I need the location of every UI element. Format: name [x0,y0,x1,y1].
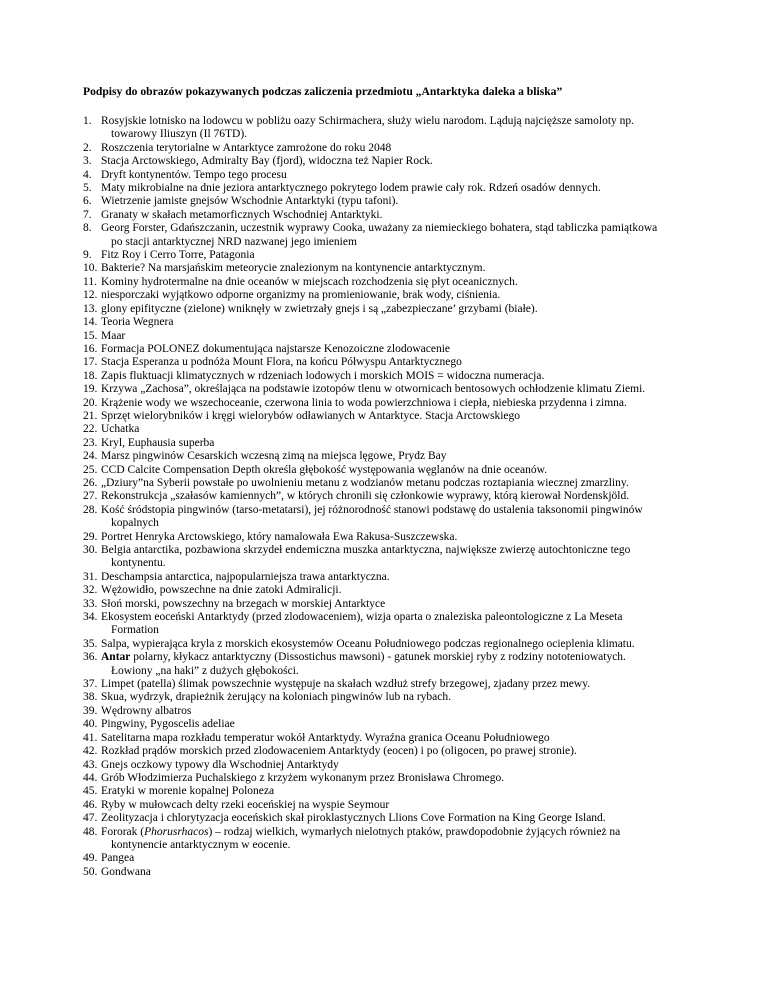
caption-item [83,356,743,369]
caption-number: 31. [83,570,98,583]
caption-text: Gondwana [101,865,151,878]
caption-text: Fitz Roy i Cerro Torre, Patagonia [101,249,255,262]
caption-text: po stacji antarktycznej NRD nazwanej jego imieniem [111,235,357,248]
caption-text: Belgia antarctika, pozbawiona skrzydeł endemiczna muszka antarktyczna, największe zwierzę autochtoniczne tego [101,544,631,556]
caption-item [83,316,743,329]
caption-number: 40. [83,718,98,731]
caption-number: 49. [83,852,98,865]
caption-number: 23. [83,436,98,449]
caption-number: 21. [83,409,98,422]
caption-item [83,423,743,436]
caption-number: 37. [83,678,98,691]
caption-line [101,584,743,597]
caption-item [83,383,743,396]
caption-item [83,584,743,597]
caption-line [101,557,743,570]
caption-number: 6. [83,195,92,208]
caption-item [83,450,743,463]
caption-text: Ryby w mułowcach delty rzeki eoceńskiej na wyspie Seymour [101,798,390,811]
caption-line [101,598,743,611]
caption-line [101,691,743,704]
caption-text: Krzywa „Zachosa”, określająca na podstawie izotopów tlenu w otwornicach bentosowych ochłodzenie klimatu Ziemi. [101,383,646,396]
caption-bold-term: Antar [101,651,131,664]
caption-line [101,356,743,369]
caption-line [101,464,743,477]
caption-number: 48. [83,825,98,838]
caption-italic-term: Phorusrhacos [144,825,209,838]
caption-text: Formation [111,624,159,637]
caption-text: Deschampsia antarctica, najpopularniejsza trawa antarktyczna. [101,570,390,583]
caption-item [83,490,743,503]
caption-line [101,142,743,155]
caption-number: 10. [83,262,98,275]
caption-line [101,209,743,222]
caption-line [101,490,743,503]
caption-item [83,397,743,410]
caption-line [101,718,743,731]
caption-text: Rekonstrukcja „szałasów kamiennych”, w których chronili się członkowie wyprawy, którą kierował Nordenskjöld. [101,490,630,503]
caption-number: 27. [83,490,98,503]
caption-item [83,289,743,302]
caption-line [101,303,743,316]
caption-text: Rozkład prądów morskich przed zlodowaceniem Antarktydy (eocen) i po (oligocen, po prawej stronie). [101,745,577,758]
caption-text: Uchatka [101,423,140,436]
caption-text: Krążenie wody we wszechoceanie, czerwona linia to woda powierzchniowa i ciepła, niebieska przydenna i zimna. [101,396,627,409]
caption-number: 11. [83,275,97,288]
caption-number: 24. [83,450,98,463]
caption-number: 36. [83,651,98,664]
caption-number: 35. [83,637,98,650]
caption-text: Maar [101,329,126,342]
caption-prefix: Fororak ( [101,825,145,838]
caption-line [101,785,743,798]
caption-text: Portret Henryka Arctowskiego, który namalowała Ewa Rakusa-Suszczewska. [101,530,458,543]
caption-text: Eratyki w morenie kopalnej Poloneza [101,785,275,798]
caption-line [101,531,743,544]
caption-number: 15. [83,329,98,342]
caption-item [83,799,743,812]
caption-number: 45. [83,785,98,798]
caption-number: 20. [83,396,98,409]
caption-line [101,343,743,356]
caption-item [83,611,743,638]
caption-text: Granaty w skałach metamorficznych Wschodniej Antarktyki. [101,208,383,221]
caption-line [101,370,743,383]
caption-number: 28. [83,503,98,516]
caption-item [83,182,743,195]
caption-item [83,437,743,450]
caption-text: Maty mikrobialne na dnie jeziora antarktycznego pokrytego lodem prawie cały rok. Rdzeń osadów dennych. [101,182,601,195]
caption-item [83,222,743,249]
caption-line [101,155,743,168]
caption-item [83,262,743,275]
caption-number: 41. [83,731,98,744]
caption-item [83,544,743,571]
caption-line [101,651,743,664]
caption-text: Grób Włodzimierza Puchalskiego z krzyżem wykonanym przez Bronisława Chromego. [101,771,505,784]
caption-line [101,705,743,718]
caption-text: Kość śródstopia pingwinów (tarso-metatarsi), jej różnorodność stanowi podstawę do ustalenia taksonomii pingwinów [101,503,643,516]
caption-line [101,812,743,825]
caption-number: 42. [83,745,98,758]
caption-number: 8. [83,222,92,235]
caption-text: polarny, kłykacz antarktyczny (Dissostichus mawsoni) - gatunek morskiej ryby z rodziny nototeniowatych. [130,651,626,664]
caption-number: 17. [83,356,98,369]
caption-line [101,397,743,410]
caption-text: Wędrowny albatros [101,704,192,717]
caption-text: Limpet (patella) ślimak powszechnie występuje na skałach wzdłuż strefy brzegowej, zjadany przez mewy. [101,678,591,691]
caption-text: Gnejs oczkowy typowy dla Wschodniej Antarktydy [101,758,339,771]
caption-line [101,316,743,329]
caption-number: 50. [83,865,98,878]
caption-text: Stacja Esperanza u podnóża Mount Flora, na końcu Półwyspu Antarktycznego [101,356,462,369]
caption-number: 29. [83,530,98,543]
caption-text: Satelitarna mapa rozkładu temperatur wokół Antarktydy. Wyraźna granica Oceanu Południowego [101,731,550,744]
caption-line [101,799,743,812]
caption-number: 1. [83,115,92,127]
caption-item [83,772,743,785]
caption-line [101,262,743,275]
caption-item [83,785,743,798]
caption-text: Dryft kontynentów. Tempo tego procesu [101,168,287,181]
caption-item [83,370,743,383]
caption-number: 34. [83,611,98,624]
caption-line [101,195,743,208]
caption-item [83,718,743,731]
caption-item [83,638,743,651]
caption-item [83,852,743,865]
caption-number: 7. [83,208,92,221]
caption-text: Zapis fluktuacji klimatycznych w rdzeniach lodowych i morskich MOIS = widoczna numeracja. [101,369,545,382]
caption-text: Pingwiny, Pygoscelis adeliae [101,718,235,731]
caption-number: 25. [83,463,98,476]
caption-number: 32. [83,584,98,597]
caption-item [83,691,743,704]
caption-item [83,477,743,490]
caption-line [101,611,743,624]
caption-text: Zeolityzacja i chlorytyzacja eoceńskich skał piroklastycznych Llions Cove Formation na King George Island. [101,812,606,825]
caption-item [83,812,743,825]
caption-line [101,678,743,691]
caption-text: kopalnych [111,517,159,530]
caption-number: 43. [83,758,98,771]
caption-line [101,410,743,423]
caption-text: kontynencie antarktycznym w eocenie. [111,838,291,851]
caption-number: 3. [83,155,92,168]
caption-item [83,651,743,678]
caption-text: Łowiony „na haki” z dużych głębokości. [111,664,299,677]
caption-number: 33. [83,597,98,610]
caption-text: Georg Forster, Gdańszczanin, uczestnik wyprawy Cooka, uważany za niemieckiego bohatera, stąd tabliczka pamiątkowa [101,222,658,235]
caption-item [83,678,743,691]
caption-item [83,343,743,356]
caption-text: CCD Calcite Compensation Depth określa głębokość występowania węglanów na dnie oceanów. [101,463,548,476]
caption-line [101,772,743,785]
caption-text: kontynentu. [111,557,166,570]
caption-text: Bakterie? Na marsjańskim meteorycie znalezionym na kontynencie antarktycznym. [101,262,486,275]
caption-number: 19. [83,383,98,396]
caption-number: 44. [83,771,98,784]
caption-text: Roszczenia terytorialne w Antarktyce zamrożone do roku 2048 [101,141,392,154]
caption-line [101,450,743,463]
caption-number: 14. [83,316,98,329]
caption-text: towarowy Iliuszyn (Il 76TD). [111,128,248,141]
caption-item [83,209,743,222]
caption-item [83,745,743,758]
caption-text: Wietrzenie jamiste gnejsów Wschodnie Antarktyki (typu tafoni). [101,195,399,208]
caption-number: 13. [83,302,98,315]
caption-item [83,759,743,772]
caption-item [83,330,743,343]
caption-line [101,638,743,651]
caption-text: Ekosystem eoceński Antarktydy (przed zlodowaceniem), wizja oparta o znaleziska paleontologiczne z La Meseta [101,611,623,624]
caption-line [101,477,743,490]
caption-number: 2. [83,141,92,154]
caption-item [83,410,743,423]
caption-line [101,289,743,302]
caption-text: Słoń morski, powszechny na brzegach w morskiej Antarktyce [101,597,386,610]
caption-text: Teoria Wegnera [101,316,174,329]
caption-line [101,517,743,530]
caption-line [101,852,743,865]
caption-number: 38. [83,691,98,704]
caption-number: 9. [83,249,92,262]
caption-text: Salpa, wypierająca kryla z morskich ekosystemów Oceanu Południowego podczas regionalnego ocieplenia klimatu. [101,637,635,650]
caption-text: glony epifityczne (zielone) wniknęły w zwietrzały gnejs i są „zabezpieczane’ grzybami (białe). [101,302,538,315]
caption-line [101,826,743,839]
caption-line [101,115,743,128]
caption-text: Rosyjskie lotnisko na lodowcu w pobliżu oazy Schirmachera, służy wielu narodom. Lądują najcięższe samoloty np. [101,115,635,127]
caption-item [83,826,743,853]
caption-text: Skua, wydrzyk, drapieżnik żerujący na koloniach pingwinów lub na rybach. [101,691,452,704]
caption-item [83,571,743,584]
caption-line [101,665,743,678]
caption-item [83,276,743,289]
caption-line [101,839,743,852]
caption-line [101,222,743,235]
caption-text: Wężowidło, powszechne na dnie zatoki Admiralicji. [101,584,342,597]
caption-number: 4. [83,168,92,181]
caption-line [101,383,743,396]
caption-text: Stacja Arctowskiego, Admiralty Bay (fjord), widoczna też Napier Rock. [101,155,433,168]
caption-text: ) – rodzaj wielkich, wymarłych nielotnych ptaków, prawdopodobnie żyjących również na [208,825,621,838]
caption-list [83,115,743,879]
caption-text: Formacja POLONEZ dokumentująca najstarsze Kenozoiczne zlodowacenie [101,342,451,355]
caption-line [101,169,743,182]
caption-item [83,249,743,262]
caption-line [101,276,743,289]
caption-text: Kryl, Euphausia superba [101,436,215,449]
caption-item [83,866,743,879]
caption-item [83,598,743,611]
caption-item [83,169,743,182]
document-title: Podpisy do obrazów pokazywanych podczas zaliczenia przedmiotu „Antarktyka daleka a bliska” [83,85,563,98]
caption-line [101,249,743,262]
caption-number: 22. [83,423,98,436]
caption-item [83,115,743,142]
caption-number: 47. [83,812,98,825]
caption-line [101,544,743,557]
caption-text: Sprzęt wielorybników i kręgi wielorybów odławianych w Antarktyce. Stacja Arctowskiego [101,409,521,422]
caption-item [83,705,743,718]
caption-item [83,155,743,168]
caption-item [83,464,743,477]
caption-line [101,236,743,249]
caption-number: 16. [83,342,98,355]
caption-line [101,866,743,879]
caption-item [83,732,743,745]
caption-line [101,732,743,745]
caption-number: 26. [83,476,98,489]
caption-number: 12. [83,289,98,302]
caption-line [101,128,743,141]
caption-line [101,571,743,584]
caption-line [101,437,743,450]
caption-line [101,504,743,517]
caption-number: 18. [83,369,98,382]
caption-item [83,142,743,155]
caption-text: „Dziury”na Syberii powstałe po uwolnieniu metanu z wodzianów metanu podczas roztapiania wiecznej zmarzliny. [101,476,629,489]
caption-line [101,759,743,772]
caption-number: 5. [83,182,92,195]
caption-text: Kominy hydrotermalne na dnie oceanów w miejscach rozchodzenia się płyt oceanicznych. [101,275,518,288]
caption-line [101,423,743,436]
caption-item [83,504,743,531]
caption-number: 46. [83,798,98,811]
caption-item [83,303,743,316]
caption-text: Pangea [101,852,135,865]
caption-item [83,531,743,544]
caption-line [101,182,743,195]
caption-text: Marsz pingwinów Cesarskich wczesną zimą na miejsca lęgowe, Prydz Bay [101,450,447,463]
caption-line [101,745,743,758]
caption-text: niesporczaki wyjątkowo odporne organizmy na promieniowanie, brak wody, ciśnienia. [101,289,501,302]
caption-line [101,330,743,343]
caption-number: 30. [83,544,98,556]
caption-item [83,195,743,208]
caption-line [101,624,743,637]
caption-number: 39. [83,704,98,717]
